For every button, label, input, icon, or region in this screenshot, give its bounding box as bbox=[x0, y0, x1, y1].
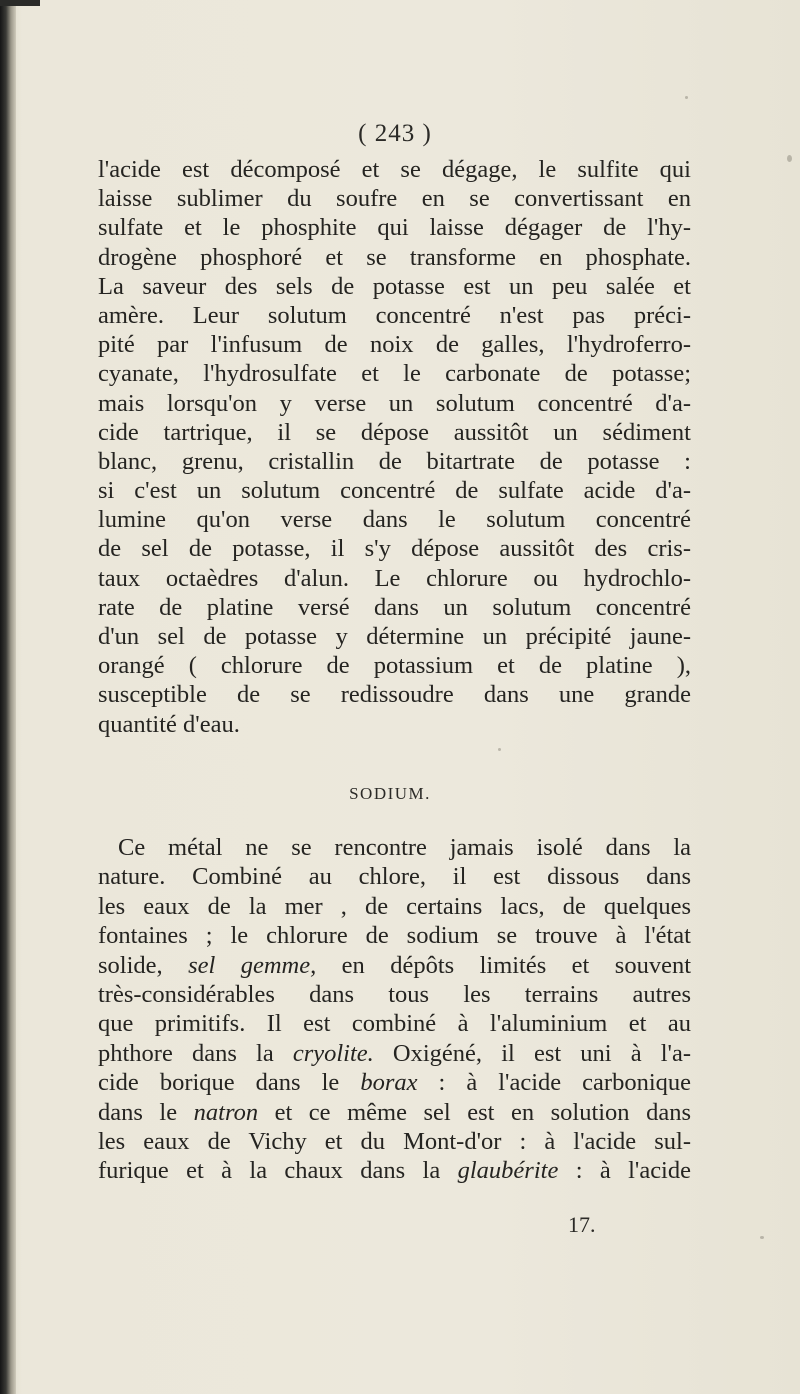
text-line: amère. Leur solutum concentré n'est pas préci- bbox=[98, 301, 691, 329]
text-line: nature. Combiné au chlore, il est dissous dans bbox=[98, 863, 691, 891]
text-line: mais lorsqu'on y verse un solutum concentré d'a- bbox=[98, 389, 691, 417]
text-run: : à l'acide bbox=[558, 1157, 691, 1185]
text-line: susceptible de se redissoudre dans une grande bbox=[98, 681, 691, 709]
text-line: pité par l'infusum de noix de galles, l'hydroferro- bbox=[98, 331, 691, 359]
section-heading-sodium: SODIUM. bbox=[349, 784, 431, 803]
text-line: que primitifs. Il est combiné à l'aluminium et au bbox=[98, 1010, 691, 1038]
text-run: dans le bbox=[98, 1098, 194, 1126]
text-line bbox=[98, 1039, 691, 1068]
text-line: orangé ( chlorure de potassium et de platine ), bbox=[98, 652, 691, 680]
italic-term: glaubérite bbox=[457, 1157, 559, 1185]
text-run: solide, bbox=[98, 951, 189, 979]
text-line: fontaines ; le chlorure de sodium se trouve à l'état bbox=[98, 922, 691, 950]
text-run: furique et à la chaux dans la bbox=[98, 1157, 458, 1185]
text-run: cide borique dans le bbox=[98, 1069, 361, 1097]
text-run: : à l'acide carbonique bbox=[417, 1069, 691, 1097]
text-line bbox=[98, 1098, 691, 1127]
text-line: les eaux de la mer , de certains lacs, de quelques bbox=[98, 892, 691, 920]
text-line: drogène phosphoré et se transforme en phosphate. bbox=[98, 243, 691, 271]
paper-speck bbox=[685, 96, 688, 99]
text-line: les eaux de Vichy et du Mont-d'or : à l'acide sul- bbox=[98, 1127, 691, 1155]
text-line bbox=[98, 1068, 691, 1097]
text-line: d'un sel de potasse y détermine un précipité jaune- bbox=[98, 623, 691, 650]
text-line bbox=[98, 951, 691, 980]
paragraph-sodium bbox=[98, 833, 691, 1186]
italic-term: natron bbox=[193, 1098, 259, 1126]
text-run: Oxigéné, il est uni à l'a- bbox=[373, 1039, 691, 1067]
paper-speck bbox=[760, 1236, 764, 1239]
text-line: l'acide est décomposé et se dégage, le sulfite qui bbox=[98, 156, 691, 183]
text-run: et ce même sel est en solution dans bbox=[258, 1098, 691, 1126]
text-line: si c'est un solutum concentré de sulfate acide d'a- bbox=[98, 477, 691, 505]
text-line: sulfate et le phosphite qui laisse dégager de l'hy- bbox=[98, 214, 691, 242]
paper-speck bbox=[498, 748, 501, 751]
italic-term: cryolite. bbox=[292, 1039, 374, 1067]
text-line: de sel de potasse, il s'y dépose aussitôt des cris- bbox=[98, 535, 691, 563]
text-line: cide tartrique, il se dépose aussitôt un sédiment bbox=[98, 418, 691, 446]
text-line: lumine qu'on verse dans le solutum concentré bbox=[98, 506, 691, 534]
text-line: très-considérables dans tous les terrains autres bbox=[98, 980, 691, 1008]
binding-corner bbox=[0, 0, 40, 6]
text-line: quantité d'eau. bbox=[98, 710, 240, 738]
italic-term: borax bbox=[360, 1069, 418, 1097]
italic-term: sel gemme, bbox=[188, 951, 317, 979]
text-line: taux octaèdres d'alun. Le chlorure ou hydrochlo- bbox=[98, 564, 691, 592]
signature-mark: 17. bbox=[568, 1212, 596, 1237]
text-line: blanc, grenu, cristallin de bitartrate de potasse : bbox=[98, 447, 691, 475]
paragraph-potassium-salts bbox=[98, 155, 691, 739]
text-line: La saveur des sels de potasse est un peu salée et bbox=[98, 272, 691, 300]
page-number-header: ( 243 ) bbox=[358, 120, 432, 147]
text-run: en dépôts limités et souvent bbox=[316, 951, 692, 979]
binding-edge bbox=[0, 0, 16, 1394]
text-line: Ce métal ne se rencontre jamais isolé dans la bbox=[118, 834, 691, 861]
paper-speck bbox=[787, 155, 792, 162]
text-line: laisse sublimer du soufre en se convertissant en bbox=[98, 185, 691, 213]
text-line bbox=[98, 1156, 691, 1185]
text-run: phthore dans la bbox=[98, 1039, 293, 1067]
text-line: rate de platine versé dans un solutum concentré bbox=[98, 593, 691, 621]
text-line: cyanate, l'hydrosulfate et le carbonate de potasse; bbox=[98, 360, 691, 388]
